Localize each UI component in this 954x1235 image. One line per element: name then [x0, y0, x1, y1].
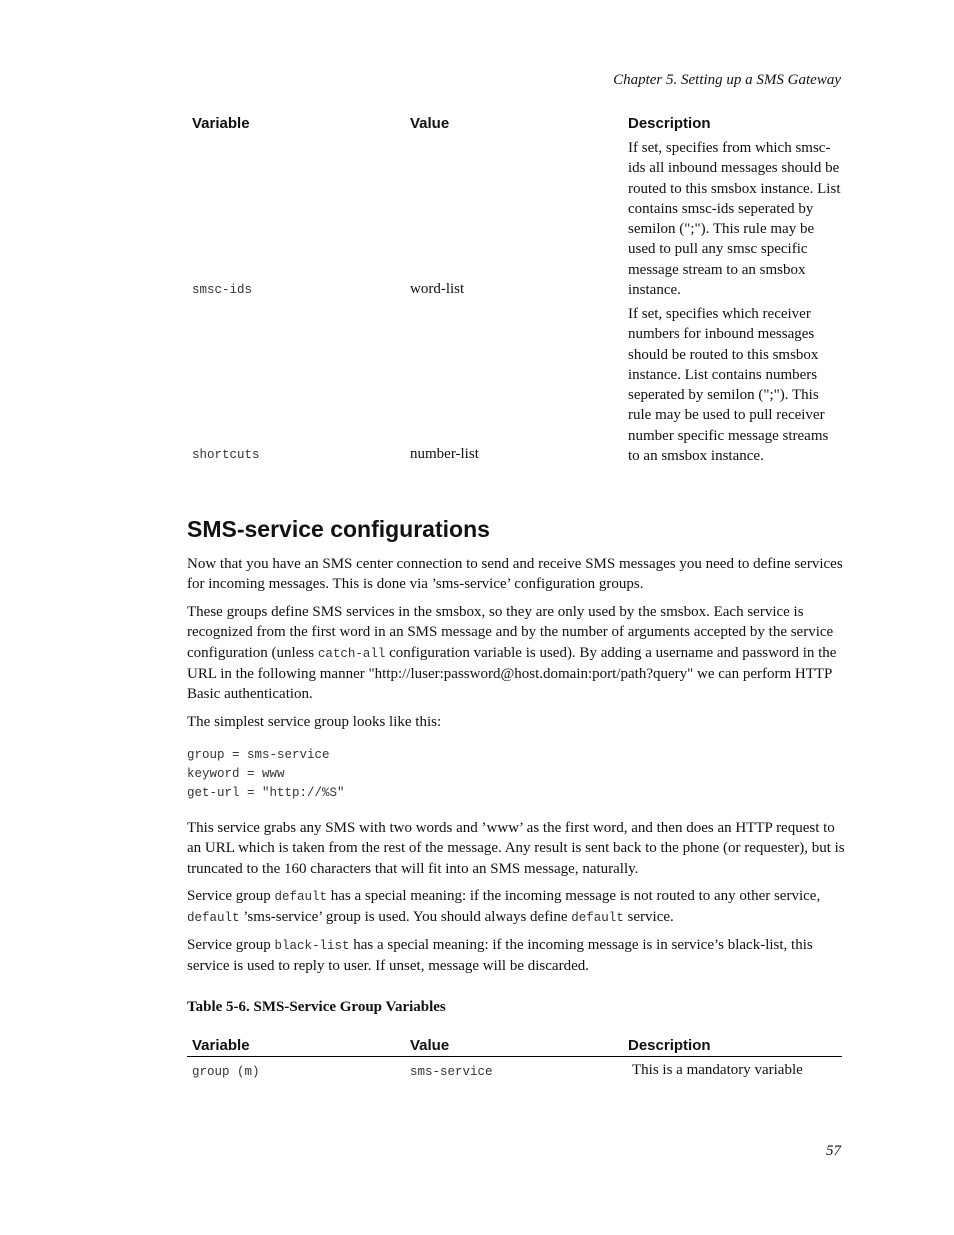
paragraph-intro: Now that you have an SMS center connection to send and receive SMS messages you need to define services for incoming messages. This is done via ’sms-service’ configuration groups.: [187, 556, 843, 593]
table-row-value: number-list: [410, 446, 479, 462]
column-header-description: Description: [628, 115, 711, 132]
column-header-value: Value: [410, 115, 450, 132]
table-row-value: word-list: [410, 281, 465, 297]
code-block: group = sms-service keyword = www get-url = "http://%S": [187, 748, 345, 800]
paragraph-text: Service group: [187, 888, 275, 904]
paragraph-default: [187, 886, 847, 929]
paragraph-text: has a special meaning: if the incoming message is in service’s black-list, this service is used to reply to user. If unset, message will be discarded.: [187, 937, 813, 975]
table-header-rule: [187, 1056, 842, 1057]
paragraph-service-grabs: This service grabs any SMS with two words and ’www’ as the first word, and then does an HTTP request to an URL which is taken from the rest of the message. Any result is sent back to the phone (or requester), but is truncated to the 160 characters that will fit into an SMS message, naturally.: [187, 820, 845, 877]
paragraph-text: has a special meaning: if the incoming message is not routed to any other service,: [327, 888, 821, 904]
inline-code: catch-all: [317, 646, 386, 661]
paragraph-text: These groups define SMS services in the smsbox, so they are only used by the smsbox. Each service is recognized from the first word in an SMS message and by the number of arguments accepted by the service configuration (unless: [187, 604, 834, 661]
inline-code: default: [571, 911, 624, 926]
column-header-variable: Variable: [192, 1037, 250, 1054]
column-header-variable: Variable: [192, 115, 250, 132]
table-row-description: If set, specifies from which smsc-ids all inbound messages should be routed to this smsbox instance. List contains smsc-ids seperated by semilon (";"). This rule may be used to pull any smsc specific message stream to an smsbox instance.: [628, 140, 841, 299]
paragraph-text: Service group: [187, 937, 275, 953]
table-row-variable: shortcuts: [192, 448, 260, 462]
table-caption: Table 5-6. SMS-Service Group Variables: [187, 999, 446, 1015]
chapter-header: Chapter 5. Setting up a SMS Gateway: [613, 72, 841, 88]
inline-code: default: [187, 911, 240, 926]
paragraph-groups: [187, 602, 847, 704]
paragraph-text: service.: [623, 909, 674, 926]
table-row-variable: group (m): [192, 1065, 260, 1079]
column-header-value: Value: [410, 1037, 450, 1054]
page-number: 57: [826, 1143, 841, 1159]
section-title: SMS-service configurations: [187, 516, 490, 542]
paragraph-simplest: The simplest service group looks like this:: [187, 714, 442, 730]
inline-code: default: [274, 890, 327, 904]
paragraph-black-list: [187, 935, 847, 977]
paragraph-text: configuration variable is used). By adding a username and password in the URL in the following manner "http://luser:password@host.domain:port/path?query" we can perform HTTP Basic authentication.: [187, 644, 837, 703]
inline-code: black-list: [274, 939, 350, 953]
table-row-value: sms-service: [410, 1065, 493, 1079]
column-header-description: Description: [628, 1037, 711, 1054]
table-row-variable: smsc-ids: [192, 283, 253, 297]
table-row-description: If set, specifies which receiver numbers for inbound messages should be routed to this smsbox instance. List contains numbers seperated by semilon (";"). This rule may be used to pull receiver number specific message streams to an smsbox instance.: [628, 306, 829, 465]
table-row-description: This is a mandatory variable: [632, 1062, 803, 1078]
paragraph-text: ’sms-service’ group is used. You should always define: [239, 909, 572, 926]
